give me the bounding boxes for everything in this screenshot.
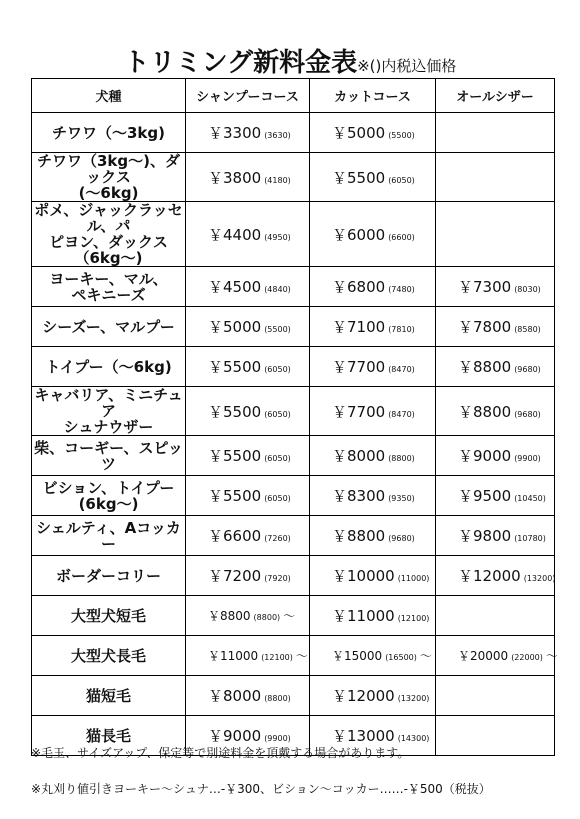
header-breed: 犬種	[32, 79, 186, 113]
tax-included-price: (13200)	[523, 574, 556, 583]
price-wrap	[436, 445, 554, 466]
table-row	[32, 676, 555, 716]
title-subtitle: ※()内税込価格	[357, 57, 457, 75]
header-all-scissor: オールシザー	[436, 79, 555, 113]
price-table	[31, 78, 558, 756]
price-value: ￥5500	[332, 168, 386, 187]
price-value: ￥5000	[208, 318, 262, 336]
price-wrap	[310, 525, 435, 546]
cut-price-cell	[310, 636, 436, 676]
breed-name-line: トイプー（～6kg)	[45, 357, 172, 376]
table-header-row	[32, 79, 555, 113]
breed-cell	[32, 347, 186, 387]
breed-name-line: ペキニーズ	[71, 285, 146, 304]
price-value: ￥8000	[208, 687, 262, 705]
price-value: ￥4400	[208, 225, 262, 244]
shampoo-price-cell	[186, 596, 310, 636]
tax-included-price: (11000)	[397, 574, 430, 583]
table-body	[32, 113, 558, 756]
tax-included-price: (16500)	[385, 653, 417, 662]
scissor-price-cell	[436, 436, 555, 476]
scissor-price-cell	[436, 153, 555, 202]
tax-included-price: (5500)	[264, 325, 291, 334]
scissor-price-cell	[436, 516, 555, 556]
header-shampoo-course: シャンプーコース	[186, 79, 310, 113]
tax-included-price: (7480)	[388, 285, 415, 294]
price-wrap	[310, 647, 435, 664]
tax-included-price: (4950)	[264, 232, 291, 242]
scissor-price-cell	[436, 267, 555, 307]
price-value: ￥8800	[458, 358, 512, 376]
price-wrap	[310, 685, 435, 706]
cut-price-cell	[310, 516, 436, 556]
note-shave-discount: ※丸刈り値引きヨーキー～シュナ…-￥300、ビション～コッカー……-￥500（税抜）	[31, 782, 491, 796]
price-value: ￥5500	[208, 487, 262, 505]
price-wrap	[186, 525, 309, 546]
tax-included-price: (8470)	[388, 365, 415, 374]
price-suffix: ～	[419, 649, 432, 663]
breed-name-line: キャバリア、ミニチュア	[34, 386, 183, 420]
scissor-price-cell	[436, 716, 555, 756]
price-value: ￥6800	[332, 278, 386, 296]
breed-cell	[32, 476, 186, 516]
table-row	[32, 347, 555, 387]
price-value: ￥10000	[332, 567, 395, 585]
tax-included-price: (7260)	[264, 534, 291, 543]
shampoo-price-cell	[186, 516, 310, 556]
shampoo-price-cell	[186, 476, 310, 516]
table-row	[32, 307, 555, 347]
price-value: ￥4500	[208, 278, 262, 296]
tax-included-price: (8030)	[514, 285, 541, 294]
shampoo-price-cell	[186, 636, 310, 676]
breed-cell	[32, 596, 186, 636]
breed-cell	[32, 387, 186, 436]
tax-included-price: (6600)	[388, 232, 415, 242]
price-wrap	[436, 356, 554, 377]
breed-name-line: (6kg～)	[78, 494, 139, 513]
breed-cell	[32, 153, 186, 202]
cut-price-cell	[310, 307, 436, 347]
price-value: ￥9000	[458, 447, 512, 465]
table-row	[32, 596, 555, 636]
breed-name-line: ポメ、ジャックラッセル、パ	[34, 201, 183, 235]
breed-name-line: (～6kg)	[78, 184, 139, 202]
breed-name-line: シェルティ、Aコッカー	[36, 518, 181, 553]
tax-included-price: (13200)	[397, 694, 430, 703]
price-wrap	[310, 167, 435, 188]
table-row	[32, 556, 555, 596]
table-row	[32, 636, 555, 676]
cut-price-cell	[310, 347, 436, 387]
price-wrap	[186, 356, 309, 377]
breed-cell	[32, 676, 186, 716]
price-wrap	[186, 122, 309, 143]
tax-included-price: (10450)	[514, 494, 546, 503]
price-suffix: ～	[545, 649, 558, 663]
shampoo-price-cell	[186, 153, 310, 202]
breed-name-line: シュナウザー	[63, 418, 154, 436]
price-value: ￥6000	[332, 225, 386, 244]
price-wrap	[186, 565, 309, 586]
tax-included-price: (6050)	[264, 454, 291, 463]
tax-included-price: (9680)	[388, 534, 415, 543]
price-value: ￥9500	[458, 487, 512, 505]
price-value: ￥20000	[458, 649, 509, 663]
shampoo-price-cell	[186, 436, 310, 476]
price-value: ￥8800	[458, 402, 512, 421]
tax-included-price: (8470)	[388, 409, 415, 419]
price-wrap	[310, 605, 435, 626]
breed-name-line: チワワ（3kg～)、ダックス	[36, 152, 180, 186]
tax-included-price: (6050)	[388, 175, 415, 185]
scissor-price-cell	[436, 476, 555, 516]
price-value: ￥3800	[208, 168, 262, 187]
price-wrap	[186, 401, 309, 422]
tax-included-price: (8800)	[264, 694, 291, 703]
scissor-price-cell	[436, 596, 555, 636]
breed-name-line: ピヨン、ダックス（6kg～)	[49, 233, 168, 267]
cut-price-cell	[310, 596, 436, 636]
price-suffix: ～	[295, 649, 308, 663]
shampoo-price-cell	[186, 113, 310, 153]
price-wrap	[186, 685, 309, 706]
breed-name-line: 猫短毛	[85, 686, 131, 705]
price-wrap	[310, 445, 435, 466]
price-suffix: ～	[283, 609, 296, 623]
breed-cell	[32, 636, 186, 676]
scissor-price-cell	[436, 676, 555, 716]
price-wrap	[436, 485, 554, 506]
price-value: ￥12000	[332, 687, 395, 705]
cut-price-cell	[310, 676, 436, 716]
shampoo-price-cell	[186, 387, 310, 436]
price-wrap	[436, 525, 554, 546]
cut-price-cell	[310, 202, 436, 267]
breed-name-line: チワワ（～3kg)	[51, 123, 165, 142]
price-wrap	[310, 122, 435, 143]
cut-price-cell	[310, 153, 436, 202]
price-value: ￥7200	[208, 567, 262, 585]
price-wrap	[310, 725, 435, 746]
cut-price-cell	[310, 556, 436, 596]
price-value: ￥5500	[208, 358, 262, 376]
scissor-price-cell	[436, 307, 555, 347]
table-row	[32, 387, 555, 436]
page-title	[0, 42, 580, 79]
tax-included-price: (6050)	[264, 365, 291, 374]
tax-included-price: (12100)	[261, 653, 293, 662]
price-value: ￥11000	[332, 607, 395, 625]
scissor-price-cell	[436, 347, 555, 387]
price-wrap	[186, 725, 309, 746]
title-main: トリミング新料金表	[123, 48, 358, 78]
breed-name-line: 猫長毛	[85, 726, 131, 745]
price-value: ￥7700	[332, 358, 386, 376]
price-value: ￥5500	[208, 447, 262, 465]
breed-name-line: 柴、コーギー、スピッツ	[34, 438, 183, 473]
price-value: ￥8000	[332, 447, 386, 465]
price-wrap	[186, 316, 309, 337]
cut-price-cell	[310, 436, 436, 476]
price-value: ￥11000	[208, 649, 259, 663]
tax-included-price: (8580)	[514, 325, 541, 334]
tax-included-price: (4180)	[264, 175, 291, 185]
scissor-price-cell	[436, 202, 555, 267]
table-row	[32, 267, 555, 307]
note-extra-fees: ※毛玉、サイズアップ、保定等で別途料金を頂戴する場合があります。	[31, 746, 410, 760]
price-wrap	[310, 356, 435, 377]
tax-included-price: (8800)	[388, 454, 415, 463]
breed-cell	[32, 556, 186, 596]
breed-cell	[32, 113, 186, 153]
tax-included-price: (22000)	[511, 653, 543, 662]
price-value: ￥7300	[458, 278, 512, 296]
price-wrap	[436, 276, 554, 297]
tax-included-price: (8800)	[253, 613, 281, 622]
cut-price-cell	[310, 267, 436, 307]
price-wrap	[186, 224, 309, 245]
price-value: ￥5000	[332, 124, 386, 142]
price-wrap	[436, 565, 554, 586]
table-row	[32, 202, 555, 267]
tax-included-price: (7810)	[388, 325, 415, 334]
price-wrap	[310, 485, 435, 506]
table-row	[32, 516, 555, 556]
tax-included-price: (12100)	[397, 614, 430, 623]
price-value: ￥7800	[458, 318, 512, 336]
breed-name-line: ボーダーコリー	[55, 566, 161, 585]
scissor-price-cell	[436, 556, 555, 596]
shampoo-price-cell	[186, 556, 310, 596]
header-cut-course: カットコース	[310, 79, 436, 113]
scissor-price-cell	[436, 636, 558, 676]
cut-price-cell	[310, 476, 436, 516]
breed-cell	[32, 267, 186, 307]
price-value: ￥15000	[332, 649, 383, 663]
price-wrap	[186, 607, 309, 624]
breed-name-line: 大型犬長毛	[70, 646, 146, 665]
price-wrap	[186, 276, 309, 297]
price-wrap	[310, 401, 435, 422]
table-row	[32, 476, 555, 516]
price-wrap	[310, 565, 435, 586]
price-value: ￥7700	[332, 402, 386, 421]
price-value: ￥13000	[332, 727, 395, 745]
price-value: ￥6600	[208, 527, 262, 545]
price-value: ￥3300	[208, 124, 262, 142]
tax-included-price: (9900)	[264, 734, 291, 743]
breed-cell	[32, 307, 186, 347]
price-value: ￥8300	[332, 487, 386, 505]
cut-price-cell	[310, 113, 436, 153]
price-wrap	[186, 445, 309, 466]
price-value: ￥12000	[458, 567, 521, 585]
breed-name-line: シーズー、マルプー	[42, 317, 175, 336]
breed-cell	[32, 202, 186, 267]
tax-included-price: (7920)	[264, 574, 291, 583]
breed-name-line: ヨーキー、マル、	[49, 269, 168, 288]
tax-included-price: (9680)	[514, 365, 541, 374]
shampoo-price-cell	[186, 676, 310, 716]
price-value: ￥8800	[208, 609, 251, 623]
breed-name-line: 大型犬短毛	[70, 606, 146, 625]
price-wrap	[436, 647, 558, 664]
tax-included-price: (3630)	[264, 131, 291, 140]
tax-included-price: (14300)	[397, 734, 430, 743]
tax-included-price: (9350)	[388, 494, 415, 503]
tax-included-price: (5500)	[388, 131, 415, 140]
price-wrap	[186, 167, 309, 188]
price-wrap	[436, 401, 554, 422]
scissor-price-cell	[436, 387, 555, 436]
table-row	[32, 436, 555, 476]
price-wrap	[310, 316, 435, 337]
breed-cell	[32, 436, 186, 476]
price-value: ￥8800	[332, 527, 386, 545]
price-value: ￥5500	[208, 402, 262, 421]
tax-included-price: (6050)	[264, 494, 291, 503]
price-wrap	[436, 316, 554, 337]
price-wrap	[186, 485, 309, 506]
scissor-price-cell	[436, 113, 555, 153]
breed-cell	[32, 516, 186, 556]
tax-included-price: (6050)	[264, 409, 291, 419]
tax-included-price: (9680)	[514, 409, 541, 419]
shampoo-price-cell	[186, 347, 310, 387]
breed-name-line: ビション、トイプー	[42, 478, 175, 497]
price-value: ￥9000	[208, 727, 262, 745]
shampoo-price-cell	[186, 202, 310, 267]
tax-included-price: (10780)	[514, 534, 546, 543]
price-wrap	[310, 224, 435, 245]
cut-price-cell	[310, 387, 436, 436]
price-wrap	[186, 647, 309, 664]
tax-included-price: (9900)	[514, 454, 541, 463]
tax-included-price: (4840)	[264, 285, 291, 294]
price-value: ￥7100	[332, 318, 386, 336]
table-row	[32, 113, 555, 153]
shampoo-price-cell	[186, 307, 310, 347]
table-row	[32, 153, 555, 202]
price-value: ￥9800	[458, 527, 512, 545]
price-wrap	[310, 276, 435, 297]
shampoo-price-cell	[186, 267, 310, 307]
